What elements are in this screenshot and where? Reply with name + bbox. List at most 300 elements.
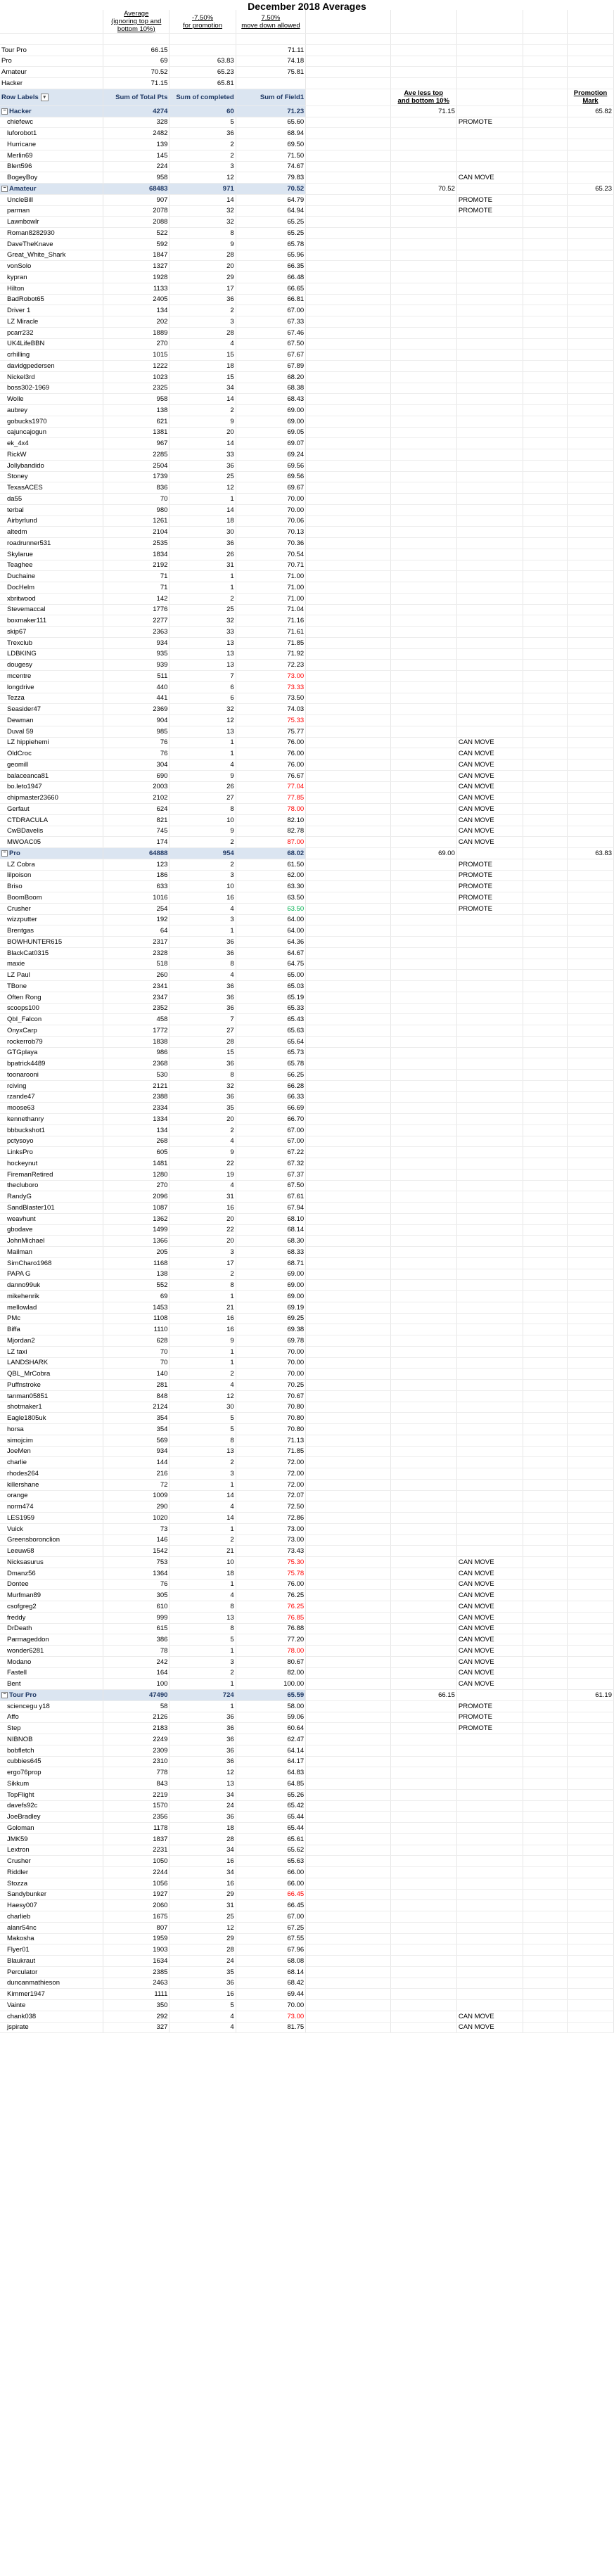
player-row — [0, 1812, 614, 1823]
player-name: pctysoyo — [0, 1136, 103, 1147]
player-row — [0, 238, 614, 250]
player-row — [0, 549, 614, 560]
summary-label: Pro — [0, 56, 103, 67]
field1-average: 65.63 — [236, 1856, 306, 1867]
status-flag — [456, 494, 523, 505]
group-label[interactable] — [0, 1690, 103, 1701]
completed: 10 — [170, 1557, 236, 1568]
empty-cell — [390, 1025, 456, 1037]
empty-cell — [523, 1646, 568, 1657]
group-label[interactable] — [0, 184, 103, 195]
player-name: LDBKING — [0, 648, 103, 660]
player-row — [0, 1203, 614, 1214]
empty-cell — [523, 1501, 568, 1513]
status-flag: PROMOTE — [456, 870, 523, 881]
empty-cell — [523, 671, 568, 682]
empty-cell — [390, 1922, 456, 1933]
empty-cell — [523, 627, 568, 638]
status-flag — [456, 1767, 523, 1779]
field1-average: 63.50 — [236, 903, 306, 914]
empty-cell — [567, 1280, 613, 1291]
empty-cell — [390, 637, 456, 648]
empty-cell — [523, 604, 568, 615]
empty-cell — [567, 2022, 613, 2033]
player-row — [0, 128, 614, 139]
total-pts: 1847 — [103, 250, 170, 261]
total-pts: 292 — [103, 2011, 170, 2022]
player-row — [0, 1789, 614, 1800]
empty-cell — [567, 1236, 613, 1247]
empty-cell — [523, 327, 568, 338]
status-flag — [456, 970, 523, 981]
player-row — [0, 161, 614, 172]
empty-cell — [390, 1070, 456, 1081]
empty-cell — [390, 648, 456, 660]
empty-cell — [390, 139, 456, 150]
empty-cell — [390, 671, 456, 682]
field1-average: 64.36 — [236, 937, 306, 948]
player-row — [0, 1247, 614, 1258]
player-row — [0, 371, 614, 383]
empty-cell — [306, 449, 390, 461]
completed: 36 — [170, 1745, 236, 1756]
total-pts: 552 — [103, 1280, 170, 1291]
field1-average: 67.00 — [236, 305, 306, 316]
completed: 14 — [170, 1513, 236, 1524]
empty-cell — [523, 1313, 568, 1324]
status-flag — [456, 1446, 523, 1457]
player-name: QBL_MrCobra — [0, 1369, 103, 1380]
completed: 5 — [170, 1424, 236, 1435]
total-pts: 186 — [103, 870, 170, 881]
empty-cell — [390, 571, 456, 582]
empty-cell — [306, 1147, 390, 1158]
completed: 17 — [170, 283, 236, 294]
total-pts: 821 — [103, 814, 170, 826]
player-name: rockerrob79 — [0, 1036, 103, 1047]
empty-cell — [306, 2011, 390, 2022]
field1-average: 66.81 — [236, 294, 306, 305]
completed: 16 — [170, 1203, 236, 1214]
empty-cell — [390, 693, 456, 704]
status-flag — [456, 504, 523, 515]
empty-cell — [390, 1058, 456, 1070]
total-pts: 621 — [103, 416, 170, 427]
completed: 27 — [170, 793, 236, 804]
empty-cell — [306, 814, 390, 826]
empty-cell — [306, 78, 390, 89]
player-row — [0, 1457, 614, 1468]
status-flag — [456, 1357, 523, 1369]
completed: 16 — [170, 892, 236, 904]
field1-average: 66.25 — [236, 1070, 306, 1081]
player-row — [0, 1147, 614, 1158]
empty-cell — [390, 294, 456, 305]
empty-cell — [567, 1080, 613, 1091]
player-row — [0, 1656, 614, 1667]
empty-cell — [567, 527, 613, 538]
field1-average: 64.67 — [236, 947, 306, 959]
player-row — [0, 1036, 614, 1047]
completed: 22 — [170, 1224, 236, 1236]
status-flag — [456, 1856, 523, 1867]
field1-average: 70.36 — [236, 538, 306, 549]
empty-cell — [567, 1867, 613, 1878]
empty-cell — [523, 394, 568, 405]
player-row — [0, 892, 614, 904]
status-flag — [456, 1435, 523, 1446]
empty-cell — [523, 1679, 568, 1690]
empty-cell — [390, 1269, 456, 1280]
total-pts: 354 — [103, 1413, 170, 1424]
empty-cell — [390, 627, 456, 638]
empty-cell — [567, 892, 613, 904]
completed: 2 — [170, 859, 236, 870]
empty-cell — [523, 1690, 568, 1701]
status-flag — [456, 1380, 523, 1391]
empty-cell — [567, 1003, 613, 1014]
empty-cell — [523, 272, 568, 283]
player-row — [0, 804, 614, 815]
total-pts: 202 — [103, 316, 170, 328]
empty-cell — [567, 1468, 613, 1480]
empty-cell — [306, 549, 390, 560]
status-flag — [456, 726, 523, 737]
empty-cell — [390, 681, 456, 693]
completed: 29 — [170, 272, 236, 283]
status-flag — [456, 582, 523, 594]
field1-average: 69.00 — [236, 1291, 306, 1302]
empty-cell — [567, 1800, 613, 1812]
player-row — [0, 660, 614, 671]
field1-average: 66.00 — [236, 1867, 306, 1878]
field1-average: 82.10 — [236, 814, 306, 826]
empty-cell — [523, 184, 568, 195]
player-row — [0, 538, 614, 549]
empty-cell — [523, 1158, 568, 1170]
player-name: Dmanz56 — [0, 1568, 103, 1579]
player-name: BOWHUNTER615 — [0, 937, 103, 948]
empty-cell — [456, 89, 523, 105]
player-name: DrDeath — [0, 1623, 103, 1634]
field1-average: 73.00 — [236, 2011, 306, 2022]
group-row-hacker — [0, 105, 614, 117]
empty-cell — [523, 571, 568, 582]
empty-cell — [567, 394, 613, 405]
total-pts: 1111 — [103, 1989, 170, 2000]
empty-cell — [306, 1833, 390, 1845]
empty-cell — [390, 78, 456, 89]
total-pts: 633 — [103, 881, 170, 892]
empty-cell — [390, 770, 456, 781]
empty-cell — [306, 1468, 390, 1480]
completed: 4 — [170, 1501, 236, 1513]
status-flag — [456, 571, 523, 582]
empty-cell — [390, 1856, 456, 1867]
empty-cell — [567, 1402, 613, 1413]
status-flag — [456, 959, 523, 970]
completed: 16 — [170, 1989, 236, 2000]
empty-cell — [390, 482, 456, 494]
empty-cell — [523, 338, 568, 350]
completed: 12 — [170, 1922, 236, 1933]
status-flag — [456, 1534, 523, 1546]
empty-cell — [306, 1324, 390, 1335]
empty-cell — [306, 1224, 390, 1236]
total-pts: 2405 — [103, 294, 170, 305]
empty-cell — [390, 959, 456, 970]
field1-average: 63.30 — [236, 881, 306, 892]
field1-average: 67.46 — [236, 327, 306, 338]
field1-average: 64.83 — [236, 1767, 306, 1779]
empty-cell — [306, 1922, 390, 1933]
completed: 36 — [170, 1058, 236, 1070]
empty-cell — [567, 261, 613, 272]
total-pts: 2341 — [103, 981, 170, 992]
completed: 5 — [170, 117, 236, 128]
completed: 2 — [170, 305, 236, 316]
status-flag — [456, 593, 523, 604]
player-row — [0, 981, 614, 992]
empty-cell — [567, 859, 613, 870]
empty-cell — [523, 1357, 568, 1369]
empty-cell — [390, 1380, 456, 1391]
empty-cell — [390, 128, 456, 139]
player-name: Puffnstroke — [0, 1380, 103, 1391]
empty-cell — [567, 560, 613, 571]
empty-cell — [390, 1679, 456, 1690]
player-row — [0, 1324, 614, 1335]
player-name: BogeyBoy — [0, 172, 103, 184]
empty-cell — [390, 1424, 456, 1435]
status-flag — [456, 1966, 523, 1978]
player-name: JohnMichael — [0, 1236, 103, 1247]
total-pts: 1327 — [103, 261, 170, 272]
player-row — [0, 726, 614, 737]
player-row — [0, 327, 614, 338]
empty-cell — [523, 1490, 568, 1501]
empty-cell — [306, 648, 390, 660]
completed: 12 — [170, 1390, 236, 1402]
player-row — [0, 826, 614, 837]
field1-average: 74.03 — [236, 704, 306, 715]
completed: 8 — [170, 959, 236, 970]
collapse-icon[interactable]: − — [1, 108, 8, 115]
status-flag — [456, 1845, 523, 1856]
player-row — [0, 1579, 614, 1590]
total-pts: 78 — [103, 1646, 170, 1657]
empty-cell — [523, 89, 568, 105]
player-row — [0, 937, 614, 948]
completed: 32 — [170, 704, 236, 715]
player-name: UK4LifeBBN — [0, 338, 103, 350]
empty-cell — [306, 726, 390, 737]
status-flag — [456, 538, 523, 549]
empty-cell — [567, 350, 613, 361]
player-name: duncanmathieson — [0, 1978, 103, 1989]
empty-cell — [390, 1667, 456, 1679]
completed: 2 — [170, 837, 236, 848]
status-flag — [456, 1944, 523, 1956]
field1-average: 67.00 — [236, 1911, 306, 1923]
player-name: Affo — [0, 1712, 103, 1723]
player-row — [0, 394, 614, 405]
player-row — [0, 2011, 614, 2022]
status-flag — [456, 338, 523, 350]
completed: 5 — [170, 2000, 236, 2011]
completed: 16 — [170, 1313, 236, 1324]
total-pts: 1927 — [103, 1889, 170, 1900]
field1-average: 61.50 — [236, 859, 306, 870]
total-pts: 2368 — [103, 1058, 170, 1070]
empty-cell — [523, 261, 568, 272]
empty-cell — [567, 1579, 613, 1590]
field1-average: 68.30 — [236, 1236, 306, 1247]
player-row — [0, 438, 614, 449]
completed: 5 — [170, 1634, 236, 1646]
completed: 24 — [170, 1800, 236, 1812]
empty-cell — [567, 1700, 613, 1712]
field1-average: 73.00 — [236, 671, 306, 682]
field1-average: 65.64 — [236, 1036, 306, 1047]
total-pts: 2325 — [103, 383, 170, 394]
empty-cell — [306, 715, 390, 726]
collapse-icon[interactable]: − — [1, 850, 8, 857]
player-row — [0, 294, 614, 305]
collapse-icon[interactable]: − — [1, 1692, 8, 1698]
player-name: MWOAC05 — [0, 837, 103, 848]
completed: 26 — [170, 781, 236, 793]
completed: 14 — [170, 438, 236, 449]
total-pts: 518 — [103, 959, 170, 970]
status-flag — [456, 1191, 523, 1203]
empty-cell — [306, 482, 390, 494]
empty-cell — [390, 504, 456, 515]
empty-cell — [523, 1380, 568, 1391]
empty-cell — [567, 1523, 613, 1534]
field1-average: 70.13 — [236, 527, 306, 538]
field1-average: 63.50 — [236, 892, 306, 904]
collapse-icon[interactable]: − — [1, 186, 8, 192]
empty-cell — [567, 172, 613, 184]
total-pts: 254 — [103, 903, 170, 914]
empty-cell — [456, 78, 523, 89]
player-row — [0, 1313, 614, 1324]
empty-cell — [390, 1280, 456, 1291]
empty-cell — [456, 34, 523, 45]
empty-cell — [306, 305, 390, 316]
empty-cell — [567, 56, 613, 67]
empty-cell — [306, 1966, 390, 1978]
empty-cell — [567, 648, 613, 660]
completed: 18 — [170, 515, 236, 527]
player-name: Haesy007 — [0, 1900, 103, 1911]
empty-cell — [523, 726, 568, 737]
empty-cell — [306, 515, 390, 527]
field1-average: 69.25 — [236, 1313, 306, 1324]
empty-cell — [306, 760, 390, 771]
empty-cell — [567, 1590, 613, 1601]
field1-average: 69.19 — [236, 1302, 306, 1313]
player-row — [0, 1435, 614, 1446]
empty-cell — [567, 715, 613, 726]
empty-cell — [390, 1003, 456, 1014]
player-name: danno99uk — [0, 1280, 103, 1291]
total-pts: 980 — [103, 504, 170, 515]
field1-average: 68.20 — [236, 371, 306, 383]
group-label[interactable] — [0, 848, 103, 859]
player-name: Airbyrlund — [0, 515, 103, 527]
empty-cell — [306, 1236, 390, 1247]
completed: 28 — [170, 1833, 236, 1845]
empty-cell — [306, 1457, 390, 1468]
row-labels-header[interactable] — [0, 89, 103, 105]
empty-cell — [390, 228, 456, 239]
total-pts: 1133 — [103, 283, 170, 294]
empty-cell — [390, 1103, 456, 1114]
player-name: Crusher — [0, 1856, 103, 1867]
filter-dropdown-icon[interactable]: ▾ — [41, 94, 49, 101]
status-flag — [456, 427, 523, 438]
empty-cell — [306, 1579, 390, 1590]
empty-cell — [390, 903, 456, 914]
total-pts: 843 — [103, 1779, 170, 1790]
player-name: Biffa — [0, 1324, 103, 1335]
player-name: gobucks1970 — [0, 416, 103, 427]
total-pts: 2102 — [103, 793, 170, 804]
completed: 36 — [170, 981, 236, 992]
total-pts: 807 — [103, 1922, 170, 1933]
status-flag — [456, 1789, 523, 1800]
empty-cell — [306, 1490, 390, 1501]
empty-cell — [306, 261, 390, 272]
field1-average: 69.67 — [236, 482, 306, 494]
empty-cell — [306, 681, 390, 693]
empty-cell — [523, 870, 568, 881]
empty-cell — [567, 760, 613, 771]
summary-move-down: 74.18 — [236, 56, 306, 67]
group-promotion-mark: 61.19 — [567, 1690, 613, 1701]
field1-average: 81.75 — [236, 2022, 306, 2033]
empty-cell — [306, 44, 390, 56]
field1-average: 71.04 — [236, 604, 306, 615]
player-name: LinksPro — [0, 1147, 103, 1158]
empty-cell — [567, 1357, 613, 1369]
player-row — [0, 1756, 614, 1767]
player-name: BoomBoom — [0, 892, 103, 904]
group-label[interactable] — [0, 105, 103, 117]
empty-cell — [523, 504, 568, 515]
empty-cell — [390, 1236, 456, 1247]
field1-average: 72.00 — [236, 1479, 306, 1490]
status-flag — [456, 1867, 523, 1878]
empty-cell — [567, 1845, 613, 1856]
status-flag — [456, 238, 523, 250]
total-pts: 64 — [103, 925, 170, 937]
status-flag: CAN MOVE — [456, 1579, 523, 1590]
status-flag — [456, 361, 523, 372]
empty-cell — [306, 593, 390, 604]
completed: 4 — [170, 1180, 236, 1191]
completed: 21 — [170, 1302, 236, 1313]
player-name: thecluboro — [0, 1180, 103, 1191]
empty-cell — [523, 383, 568, 394]
empty-cell — [306, 494, 390, 505]
empty-cell — [390, 937, 456, 948]
field1-average: 58.00 — [236, 1700, 306, 1712]
total-pts: 1222 — [103, 361, 170, 372]
total-pts: 70 — [103, 1357, 170, 1369]
